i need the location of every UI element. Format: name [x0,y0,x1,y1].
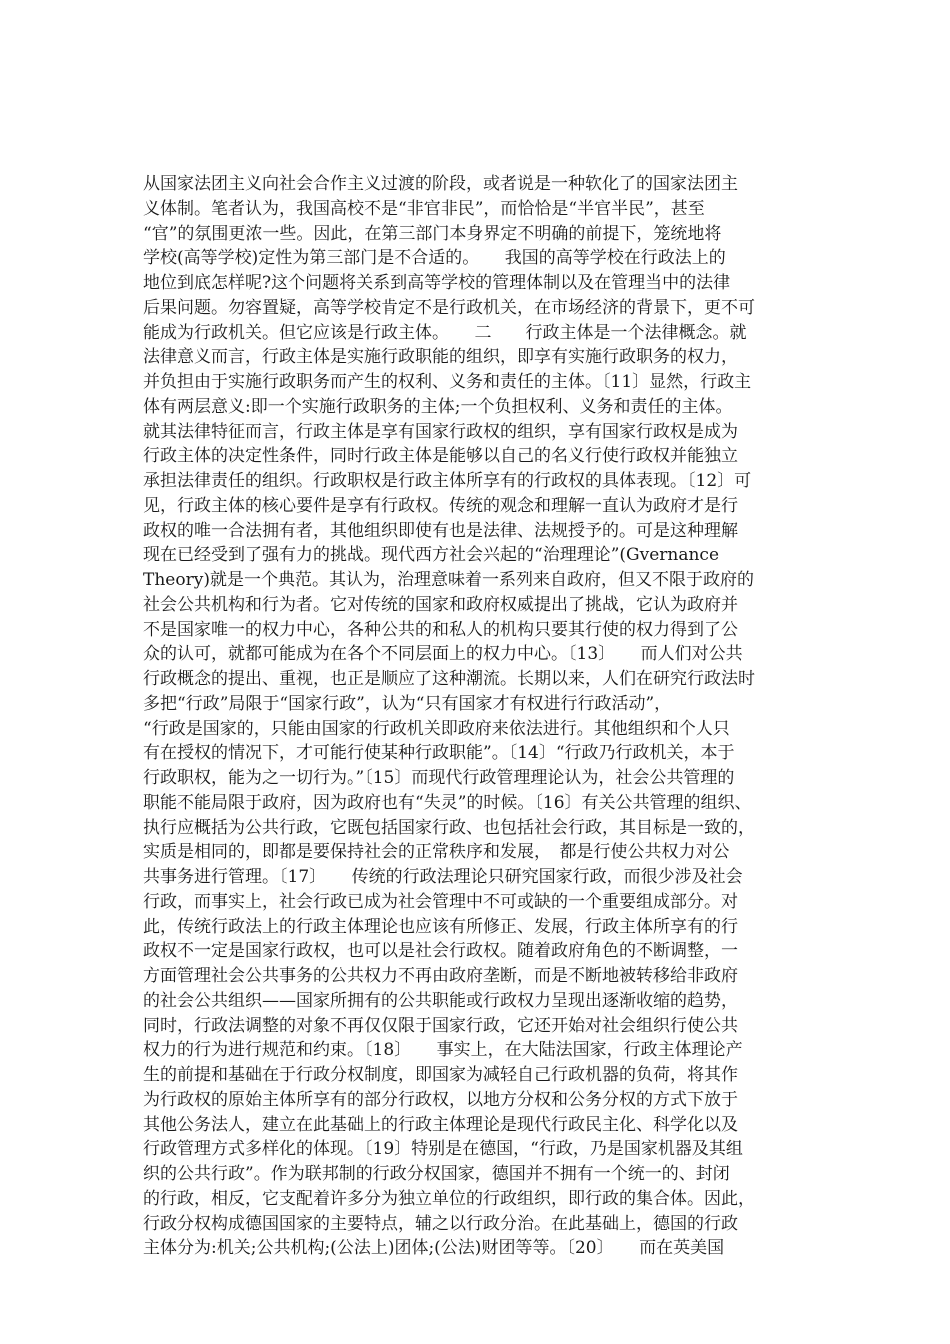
text-line: 就其法律特征而言，行政主体是享有国家行政权的组织，享有国家行政权是成为 [143,421,738,442]
text-line: 行政分权构成德国国家的主要特点，辅之以行政分治。在此基础上，德国的行政 [143,1213,738,1234]
text-line: 织的公共行政”。作为联邦制的行政分权国家，德国并不拥有一个统一的、封闭 [143,1164,730,1184]
text-line: 法律意义而言，行政主体是实施行政职能的组织，即享有实施行政职务的权力， [143,347,738,368]
text-line: 政权的唯一合法拥有者，其他组织即使有也是法律、法规授予的。可是这种理解 [143,520,738,541]
text-line: 见，行政主体的核心要件是享有行政权。传统的观念和理解一直认为政府才是行 [143,495,738,516]
text-line: 方面管理社会公共事务的公共权力不再由政府垄断，而是不断地被转移给非政府 [143,966,738,986]
text-line: “官”的氛围更浓一些。因此，在第三部门本身界定不明确的前提下，笼统地将 [143,223,722,244]
text-line: 实质是相同的，即都是要保持社会的正常秩序和发展， 都是行使公共权力对公 [143,842,730,863]
text-line: 此，传统行政法上的行政主体理论也应该有所修正、发展，行政主体所享有的行 [143,916,738,937]
body-text [143,172,823,1261]
text-line: 有在授权的情况下，才可能行使某种行政职能”。〔14〕“行政乃行政机关，本于 [143,743,735,764]
text-line: Theory)就是一个典范。其认为，治理意味着一系列来自政府，但又不限于政府的 [143,570,754,590]
text-line: “行政是国家的，只能由国家的行政机关即政府来依法进行。其他组织和个人只 [143,718,730,739]
text-line: 政权不一定是国家行政权，也可以是社会行政权。随着政府角色的不断调整，一 [143,941,738,962]
text-line: 义体制。笔者认为，我国高校不是“非官非民”，而恰恰是“半官半民”，甚至 [143,198,705,219]
text-line: 其他公务法人，建立在此基础上的行政主体理论是现代行政民主化、科学化以及 [143,1114,738,1135]
text-line: 现在已经受到了强有力的挑战。现代西方社会兴起的“治理理论”(Gvernance [143,545,719,566]
text-line: 能成为行政机关。但它应该是行政主体。 二 行政主体是一个法律概念。就 [143,322,747,343]
text-line: 职能不能局限于政府，因为政府也有“失灵”的时候。〔16〕有关公共管理的组织、 [143,792,752,813]
text-line: 众的认可，就都可能成为在各个不同层面上的权力中心。〔13〕 而人们对公共 [143,644,743,665]
text-line: 执行应概括为公共行政，它既包括国家行政、也包括社会行政，其目标是一致的， [143,817,755,838]
text-line: 行政管理方式多样化的体现。〔19〕特别是在德国，“行政，乃是国家机器及其组 [143,1139,743,1160]
text-line: 行政，而事实上，社会行政已成为社会管理中不可或缺的一个重要组成部分。对 [143,891,738,912]
text-line: 行政概念的提出、重视，也正是顺应了这种潮流。长期以来，人们在研究行政法时 [143,669,755,689]
text-line: 并负担由于实施行政职务而产生的权利、义务和责任的主体。〔11〕显然，行政主 [143,372,752,392]
text-line: 共事务进行管理。〔17〕 传统的行政法理论只研究国家行政，而很少涉及社会 [143,867,743,887]
text-line: 后果问题。勿容置疑，高等学校肯定不是行政机关，在市场经济的背景下，更不可 [143,297,755,318]
text-line: 行政职权，能为之一切行为。”〔15〕而现代行政管理理论认为，社会公共管理的 [143,768,735,788]
text-line: 学校(高等学校)定性为第三部门是不合适的。 我国的高等学校在行政法上的 [143,248,726,269]
text-line: 主体分为:机关;公共机构;(公法上)团体;(公法)财团等等。〔20〕 而在英美国 [143,1238,725,1259]
text-line: 的社会公共组织——国家所拥有的公共职能或行政权力呈现出逐渐收缩的趋势， [143,990,738,1011]
text-line: 为行政权的原始主体所享有的部分行政权，以地方分权和公务分权的方式下放于 [143,1089,738,1110]
text-line: 不是国家唯一的权力中心，各种公共的和私人的机构只要其行使的权力得到了公 [143,619,738,640]
text-line: 同时，行政法调整的对象不再仅仅限于国家行政，它还开始对社会组织行使公共 [143,1015,738,1036]
text-line: 体有两层意义:即一个实施行政职务的主体;一个负担权利、义务和责任的主体。 [143,396,733,417]
text-line: 的行政，相反，它支配着许多分为独立单位的行政组织，即行政的集合体。因此， [143,1188,755,1209]
text-line: 地位到底怎样呢?这个问题将关系到高等学校的管理体制以及在管理当中的法律 [143,273,731,293]
text-line: 社会公共机构和行为者。它对传统的国家和政府权威提出了挑战，它认为政府并 [143,594,738,615]
text-line: 生的前提和基础在于行政分权制度，即国家为减轻自己行政机器的负荷，将其作 [143,1065,738,1085]
text-line: 从国家法团主义向社会合作主义过渡的阶段，或者说是一种软化了的国家法团主 [143,174,738,194]
text-line: 行政主体的决定性条件，同时行政主体是能够以自己的名义行使行政权并能独立 [143,446,738,467]
text-line: 权力的行为进行规范和约束。〔18〕 事实上，在大陆法国家，行政主体理论产 [143,1040,743,1061]
text-line: 承担法律责任的组织。行政职权是行政主体所享有的行政权的具体表现。〔12〕可 [143,471,752,491]
text-line: 多把“行政”局限于“国家行政”，认为“只有国家才有权进行行政活动”， [143,693,672,714]
